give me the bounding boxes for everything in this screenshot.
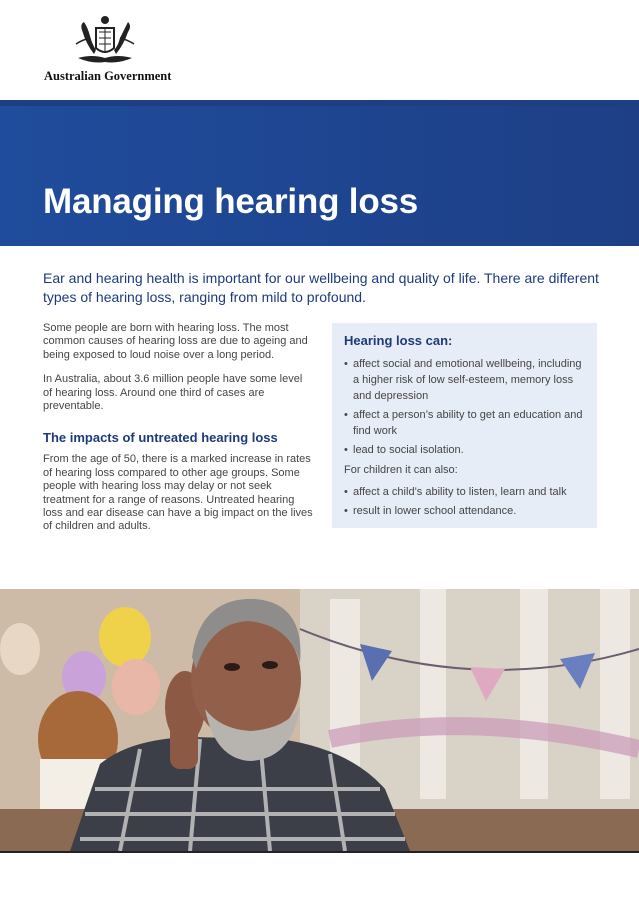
list-item: • lead to social isolation. [344,444,464,456]
hearing-loss-effects-box [332,323,597,528]
list-item: • affect a child’s ability to listen, learn and talk [344,486,567,498]
man-cupping-ear-photo [0,589,639,851]
photo-bottom-rule [0,851,639,853]
government-logo [44,14,174,88]
photo-illustration [0,589,639,851]
bullet-icon: • [344,444,348,456]
effects-list [344,356,585,458]
list-item: • affect social and emotional wellbeing, including a higher risk of low self-esteem, memory loss and depression [344,358,582,402]
children-intro: For children it can also: [344,464,458,476]
bullet-icon: • [344,409,348,421]
bullet-icon: • [344,358,348,370]
coat-of-arms-icon [72,14,138,70]
bullet-icon: • [344,505,348,517]
government-name: Australian Government [44,69,172,83]
intro-paragraph: Ear and hearing health is important for our wellbeing and quality of life. There are different types of hearing loss, ranging from mild to profound. [43,270,599,305]
bullet-icon: • [344,486,348,498]
page-title: Managing hearing loss [43,182,419,221]
list-item: • result in lower school attendance. [344,505,517,517]
list-item: • affect a person’s ability to get an education and find work [344,409,583,437]
box-heading: Hearing loss can: [344,333,453,348]
left-column [43,322,313,545]
children-effects-list [344,484,585,519]
causes-paragraph: Some people are born with hearing loss. The most common causes of hearing loss are due to ageing and being exposed to loud noise over a long period. [43,322,308,361]
impacts-heading: The impacts of untreated hearing loss [43,430,278,446]
prevalence-paragraph: In Australia, about 3.6 million people have some level of hearing loss. Around one third of cases are preventable. [43,373,303,413]
impacts-paragraph: From the age of 50, there is a marked increase in rates of hearing loss compared to other age groups. Some people with hearing loss may delay or not seek treatment for a range of reasons. Untreated hearing loss and ear disease can have a big impact on the lives of children and adults. [43,453,313,533]
title-banner [0,106,639,246]
